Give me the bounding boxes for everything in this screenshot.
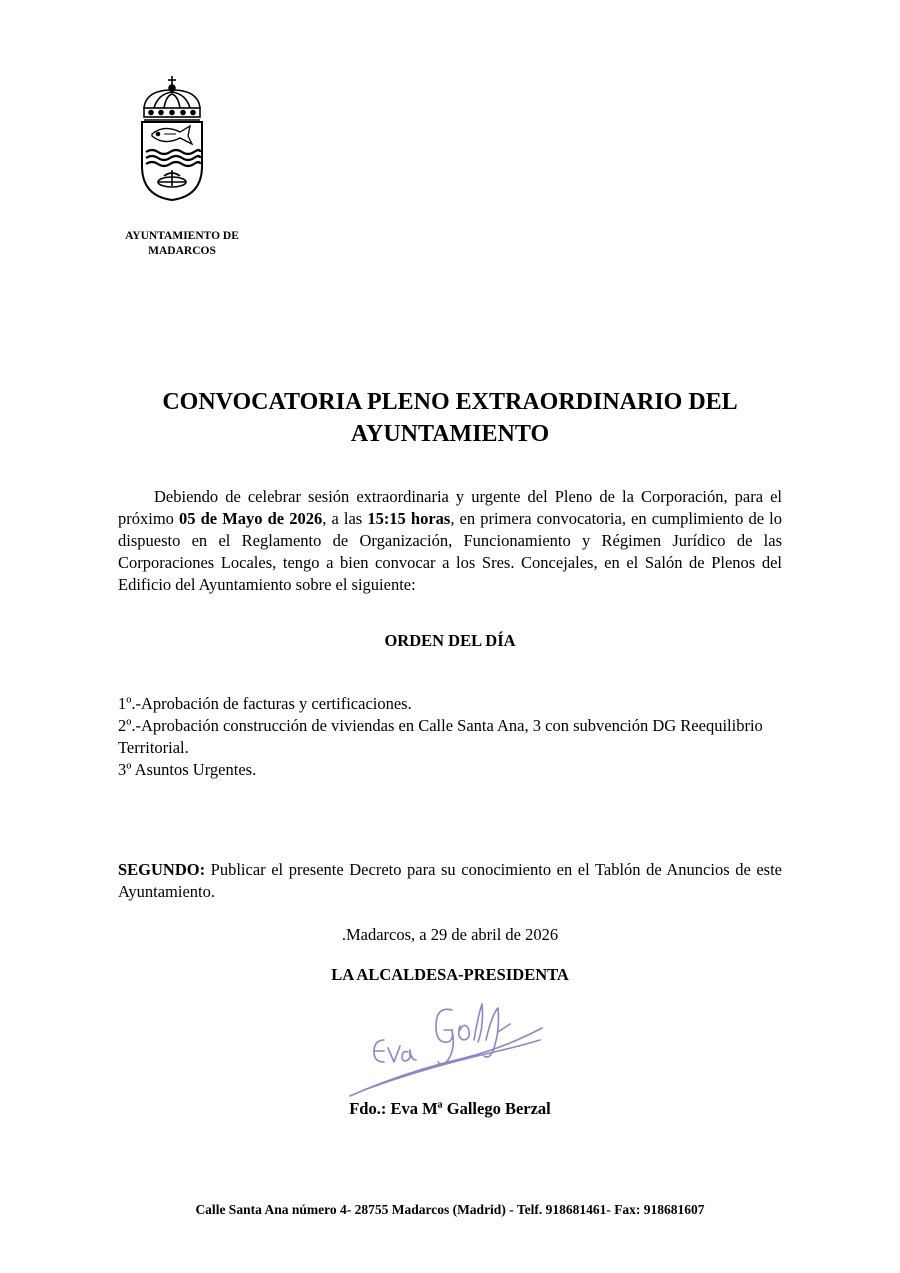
intro-text-c: , en primera convocatoria, en cumplimiento de lo dispuesto en el Reglamento de Organización, Funcionamiento y Régimen Jurídico de las Corporaciones Locales, tengo a bien convocar a los Sres. Concejales, en el Salón de Plenos del Edificio del Ayuntamiento sobre el siguiente: <box>118 509 782 594</box>
intro-text-a: Debiendo de celebrar sesión extraordinaria y urgente del Pleno de la Corporación, para el próximo <box>118 487 782 528</box>
organization-name-line2: MADARCOS <box>148 245 216 257</box>
segundo-text: Publicar el presente Decreto para su conocimiento en el Tablón de Anuncios de este Ayuntamiento. <box>118 860 782 901</box>
meeting-time: 15:15 horas <box>367 509 451 528</box>
intro-paragraph <box>118 486 782 596</box>
document-title-line2: AYUNTAMIENTO <box>350 421 550 447</box>
document-title <box>100 386 800 450</box>
place-and-date: .Madarcos, a 29 de abril de 2026 <box>341 925 559 944</box>
footer-address: Calle Santa Ana número 4- 28755 Madarcos (Madrid) - Telf. 918681461- Fax: 918681607 <box>195 1202 705 1217</box>
agenda-item-1: 1º.-Aprobación de facturas y certificaciones. <box>118 694 412 713</box>
segundo-paragraph <box>118 859 782 903</box>
signer-role: LA ALCALDESA-PRESIDENTA <box>331 965 569 984</box>
agenda-list <box>118 693 782 781</box>
organization-name-line1: AYUNTAMIENTO DE <box>125 230 239 242</box>
agenda-heading: ORDEN DEL DÍA <box>384 631 516 650</box>
intro-text-b: , a las <box>322 509 368 528</box>
meeting-date: 05 de Mayo de 2026 <box>179 509 323 528</box>
organization-name <box>112 229 252 259</box>
signer-name: Fdo.: Eva Mª Gallego Berzal <box>349 1099 551 1118</box>
handwritten-signature-icon <box>344 996 548 1100</box>
agenda-item-3: 3º Asuntos Urgentes. <box>118 760 257 779</box>
agenda-item-2: 2º.-Aprobación construcción de viviendas en Calle Santa Ana, 3 con subvención DG Reequilibrio Territorial. <box>118 716 763 757</box>
municipal-coat-of-arms-icon <box>134 74 210 202</box>
document-title-line1: CONVOCATORIA PLENO EXTRAORDINARIO DEL <box>162 389 738 415</box>
segundo-label: SEGUNDO: <box>118 860 206 879</box>
